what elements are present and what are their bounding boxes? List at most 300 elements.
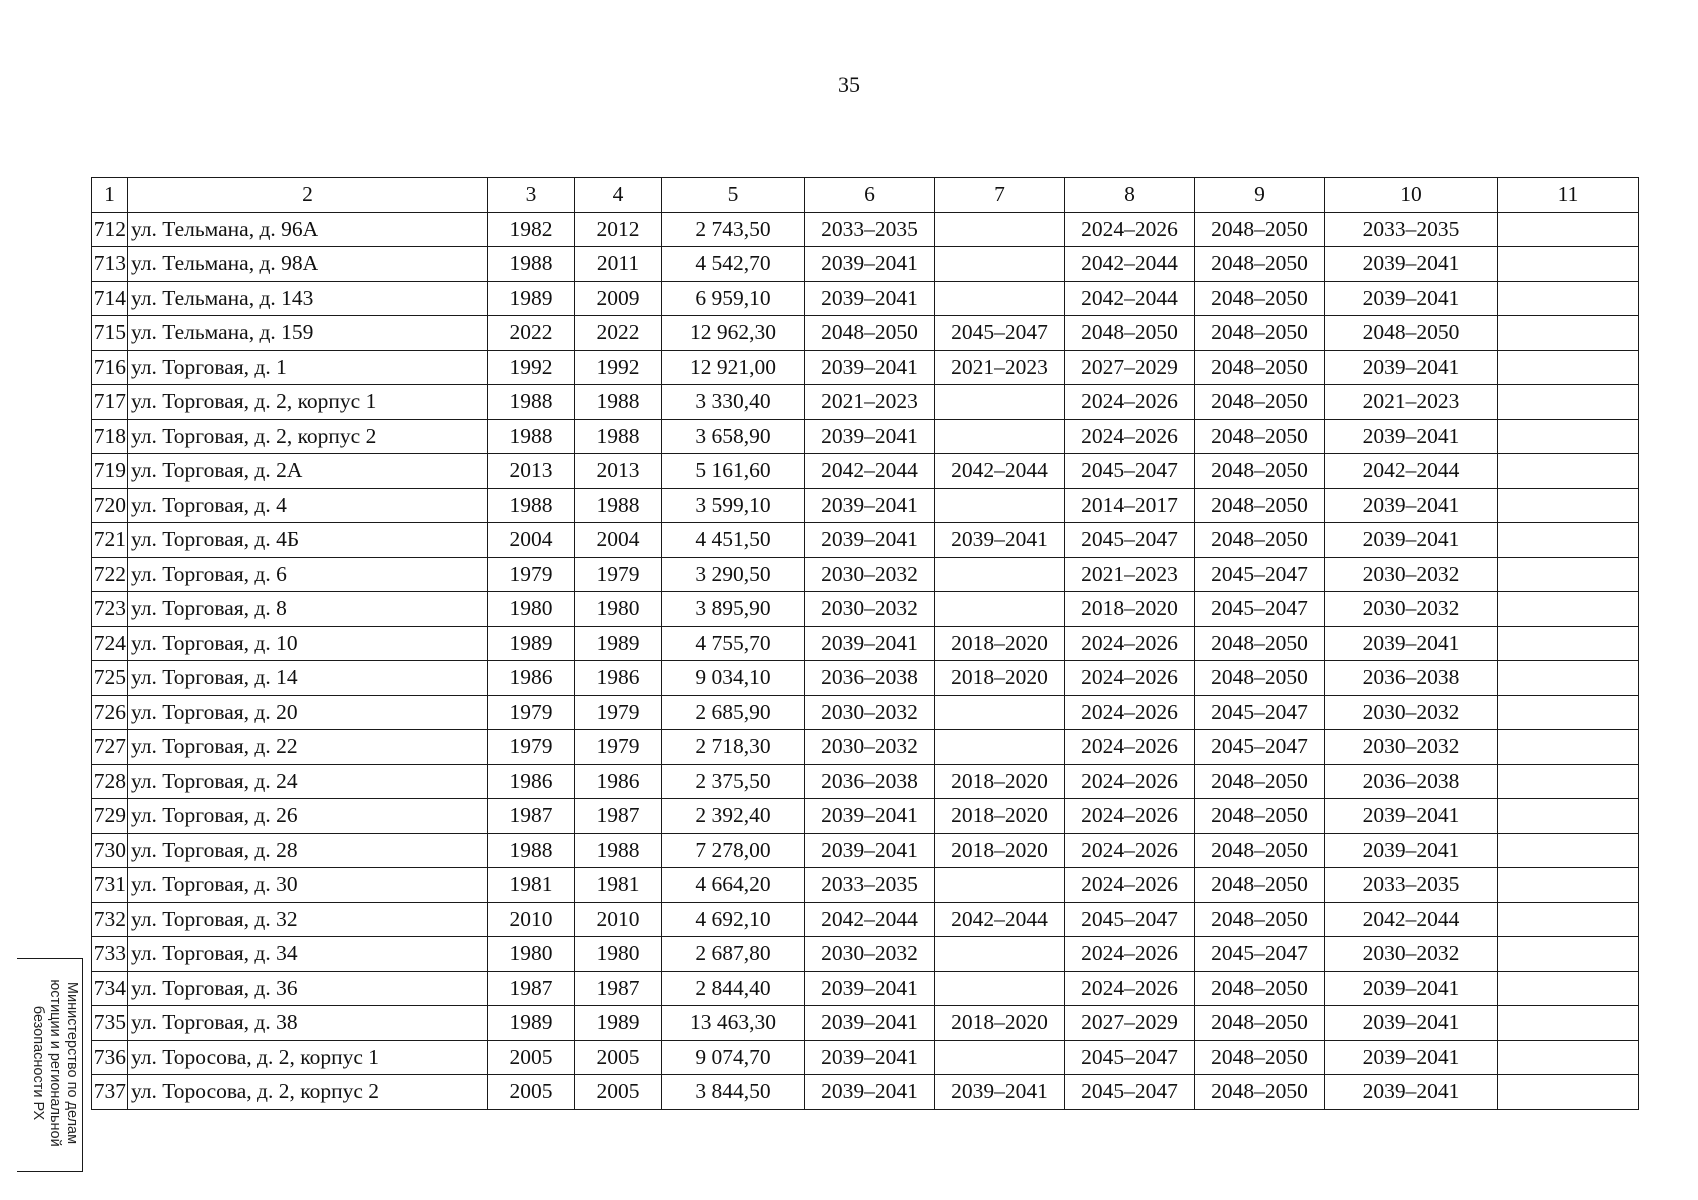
cell-year-commissioned: 1979 — [575, 730, 662, 765]
table-row — [92, 730, 1639, 765]
cell-period-col6: 2048–2050 — [805, 316, 935, 351]
cell-address: ул. Торговая, д. 2А — [128, 454, 488, 489]
cell-period-col10: 2039–2041 — [1325, 350, 1498, 385]
table-row — [92, 937, 1639, 972]
cell-address: ул. Торговая, д. 2, корпус 1 — [128, 385, 488, 420]
table-row — [92, 868, 1639, 903]
cell-address: ул. Торговая, д. 30 — [128, 868, 488, 903]
cell-area: 4 755,70 — [662, 626, 805, 661]
cell-period-col6: 2039–2041 — [805, 281, 935, 316]
cell-period-col7: 2018–2020 — [935, 833, 1065, 868]
table-row — [92, 1040, 1639, 1075]
cell-period-col6: 2039–2041 — [805, 799, 935, 834]
table-row — [92, 488, 1639, 523]
header-cell: 5 — [662, 178, 805, 213]
cell-year-built: 1982 — [488, 212, 575, 247]
cell-period-col7: 2018–2020 — [935, 626, 1065, 661]
cell-year-built: 1979 — [488, 557, 575, 592]
header-cell: 9 — [1195, 178, 1325, 213]
cell-period-col10: 2039–2041 — [1325, 523, 1498, 558]
cell-period-col10: 2030–2032 — [1325, 937, 1498, 972]
cell-address: ул. Тельмана, д. 98А — [128, 247, 488, 282]
cell-period-col8: 2045–2047 — [1065, 523, 1195, 558]
cell-row-number: 724 — [92, 626, 128, 661]
cell-period-col6: 2039–2041 — [805, 488, 935, 523]
cell-period-col7: 2018–2020 — [935, 1006, 1065, 1041]
cell-period-col6: 2039–2041 — [805, 247, 935, 282]
cell-area: 2 687,80 — [662, 937, 805, 972]
cell-period-col7 — [935, 385, 1065, 420]
cell-period-col8: 2042–2044 — [1065, 281, 1195, 316]
cell-year-built: 1989 — [488, 281, 575, 316]
cell-year-commissioned: 2010 — [575, 902, 662, 937]
header-cell: 4 — [575, 178, 662, 213]
cell-period-col8: 2048–2050 — [1065, 316, 1195, 351]
cell-year-commissioned: 2013 — [575, 454, 662, 489]
cell-period-col10: 2033–2035 — [1325, 868, 1498, 903]
cell-year-commissioned: 1988 — [575, 419, 662, 454]
cell-area: 7 278,00 — [662, 833, 805, 868]
cell-period-col8: 2024–2026 — [1065, 661, 1195, 696]
header-cell: 1 — [92, 178, 128, 213]
cell-period-col8: 2024–2026 — [1065, 868, 1195, 903]
cell-area: 2 743,50 — [662, 212, 805, 247]
cell-period-col6: 2039–2041 — [805, 626, 935, 661]
cell-period-col7 — [935, 937, 1065, 972]
cell-period-col8: 2045–2047 — [1065, 1040, 1195, 1075]
cell-row-number: 726 — [92, 695, 128, 730]
cell-period-col6: 2030–2032 — [805, 730, 935, 765]
cell-period-col6: 2042–2044 — [805, 454, 935, 489]
cell-year-built: 1988 — [488, 385, 575, 420]
cell-period-col6: 2030–2032 — [805, 695, 935, 730]
cell-period-col10: 2039–2041 — [1325, 1006, 1498, 1041]
cell-year-commissioned: 1989 — [575, 626, 662, 661]
cell-period-col6: 2021–2023 — [805, 385, 935, 420]
cell-period-col7 — [935, 419, 1065, 454]
cell-col11 — [1498, 1040, 1639, 1075]
cell-address: ул. Торговая, д. 14 — [128, 661, 488, 696]
cell-row-number: 723 — [92, 592, 128, 627]
cell-period-col9: 2048–2050 — [1195, 833, 1325, 868]
cell-period-col7: 2039–2041 — [935, 1075, 1065, 1110]
cell-period-col7 — [935, 592, 1065, 627]
table-row — [92, 247, 1639, 282]
cell-period-col10: 2030–2032 — [1325, 557, 1498, 592]
cell-col11 — [1498, 1075, 1639, 1110]
cell-period-col8: 2024–2026 — [1065, 764, 1195, 799]
header-cell: 6 — [805, 178, 935, 213]
cell-period-col10: 2042–2044 — [1325, 454, 1498, 489]
cell-address: ул. Торговая, д. 4 — [128, 488, 488, 523]
cell-year-commissioned: 1979 — [575, 557, 662, 592]
cell-period-col10: 2030–2032 — [1325, 592, 1498, 627]
cell-period-col6: 2039–2041 — [805, 1075, 935, 1110]
cell-row-number: 713 — [92, 247, 128, 282]
cell-period-col10: 2042–2044 — [1325, 902, 1498, 937]
cell-area: 2 375,50 — [662, 764, 805, 799]
cell-period-col10: 2039–2041 — [1325, 626, 1498, 661]
cell-period-col8: 2027–2029 — [1065, 350, 1195, 385]
page-number: 35 — [838, 72, 860, 97]
cell-col11 — [1498, 937, 1639, 972]
cell-address: ул. Торговая, д. 26 — [128, 799, 488, 834]
cell-year-built: 1987 — [488, 799, 575, 834]
header-cell: 11 — [1498, 178, 1639, 213]
cell-col11 — [1498, 971, 1639, 1006]
cell-row-number: 721 — [92, 523, 128, 558]
cell-period-col9: 2048–2050 — [1195, 1040, 1325, 1075]
cell-period-col7 — [935, 1040, 1065, 1075]
cell-col11 — [1498, 626, 1639, 661]
cell-period-col9: 2045–2047 — [1195, 695, 1325, 730]
cell-period-col6: 2039–2041 — [805, 419, 935, 454]
cell-period-col9: 2045–2047 — [1195, 592, 1325, 627]
cell-area: 6 959,10 — [662, 281, 805, 316]
cell-col11 — [1498, 592, 1639, 627]
cell-row-number: 731 — [92, 868, 128, 903]
cell-address: ул. Торосова, д. 2, корпус 2 — [128, 1075, 488, 1110]
cell-address: ул. Тельмана, д. 159 — [128, 316, 488, 351]
cell-period-col7 — [935, 247, 1065, 282]
cell-year-built: 1989 — [488, 626, 575, 661]
cell-period-col9: 2048–2050 — [1195, 868, 1325, 903]
cell-period-col9: 2045–2047 — [1195, 557, 1325, 592]
cell-col11 — [1498, 454, 1639, 489]
cell-col11 — [1498, 1006, 1639, 1041]
cell-row-number: 725 — [92, 661, 128, 696]
table-row — [92, 971, 1639, 1006]
cell-period-col6: 2033–2035 — [805, 212, 935, 247]
cell-col11 — [1498, 695, 1639, 730]
cell-year-commissioned: 1988 — [575, 385, 662, 420]
table-row — [92, 350, 1639, 385]
table-row — [92, 833, 1639, 868]
cell-period-col8: 2024–2026 — [1065, 695, 1195, 730]
cell-period-col9: 2048–2050 — [1195, 1075, 1325, 1110]
cell-period-col9: 2048–2050 — [1195, 281, 1325, 316]
cell-period-col6: 2039–2041 — [805, 350, 935, 385]
cell-area: 3 330,40 — [662, 385, 805, 420]
cell-address: ул. Торосова, д. 2, корпус 1 — [128, 1040, 488, 1075]
cell-period-col10: 2039–2041 — [1325, 419, 1498, 454]
cell-address: ул. Торговая, д. 6 — [128, 557, 488, 592]
cell-col11 — [1498, 350, 1639, 385]
cell-address: ул. Торговая, д. 1 — [128, 350, 488, 385]
cell-year-commissioned: 2005 — [575, 1040, 662, 1075]
table-row — [92, 1006, 1639, 1041]
cell-row-number: 732 — [92, 902, 128, 937]
cell-row-number: 718 — [92, 419, 128, 454]
table-row — [92, 799, 1639, 834]
cell-period-col8: 2018–2020 — [1065, 592, 1195, 627]
cell-area: 9 074,70 — [662, 1040, 805, 1075]
cell-period-col7 — [935, 868, 1065, 903]
cell-period-col10: 2039–2041 — [1325, 971, 1498, 1006]
cell-period-col9: 2048–2050 — [1195, 488, 1325, 523]
cell-period-col7 — [935, 488, 1065, 523]
cell-address: ул. Торговая, д. 36 — [128, 971, 488, 1006]
cell-year-built: 2004 — [488, 523, 575, 558]
cell-row-number: 722 — [92, 557, 128, 592]
cell-period-col7: 2042–2044 — [935, 902, 1065, 937]
cell-period-col8: 2024–2026 — [1065, 626, 1195, 661]
cell-year-built: 1980 — [488, 592, 575, 627]
cell-period-col6: 2042–2044 — [805, 902, 935, 937]
cell-row-number: 737 — [92, 1075, 128, 1110]
stamp-text — [20, 959, 80, 1167]
cell-year-commissioned: 1992 — [575, 350, 662, 385]
table-row — [92, 316, 1639, 351]
cell-period-col10: 2036–2038 — [1325, 661, 1498, 696]
header-cell: 8 — [1065, 178, 1195, 213]
cell-period-col7: 2018–2020 — [935, 661, 1065, 696]
cell-year-commissioned: 2011 — [575, 247, 662, 282]
cell-row-number: 734 — [92, 971, 128, 1006]
cell-area: 4 542,70 — [662, 247, 805, 282]
cell-period-col10: 2048–2050 — [1325, 316, 1498, 351]
table-row — [92, 1075, 1639, 1110]
cell-period-col10: 2021–2023 — [1325, 385, 1498, 420]
cell-row-number: 730 — [92, 833, 128, 868]
cell-area: 9 034,10 — [662, 661, 805, 696]
cell-period-col8: 2024–2026 — [1065, 730, 1195, 765]
cell-period-col6: 2030–2032 — [805, 937, 935, 972]
cell-period-col9: 2045–2047 — [1195, 937, 1325, 972]
cell-col11 — [1498, 730, 1639, 765]
cell-area: 2 685,90 — [662, 695, 805, 730]
cell-address: ул. Тельмана, д. 143 — [128, 281, 488, 316]
cell-year-built: 1988 — [488, 488, 575, 523]
cell-address: ул. Торговая, д. 20 — [128, 695, 488, 730]
cell-period-col7 — [935, 730, 1065, 765]
cell-period-col7: 2039–2041 — [935, 523, 1065, 558]
cell-period-col8: 2024–2026 — [1065, 971, 1195, 1006]
cell-year-built: 1987 — [488, 971, 575, 1006]
cell-address: ул. Торговая, д. 4Б — [128, 523, 488, 558]
cell-period-col7: 2045–2047 — [935, 316, 1065, 351]
cell-address: ул. Торговая, д. 38 — [128, 1006, 488, 1041]
cell-year-commissioned: 1987 — [575, 971, 662, 1006]
cell-area: 12 921,00 — [662, 350, 805, 385]
cell-period-col9: 2048–2050 — [1195, 661, 1325, 696]
table-row — [92, 212, 1639, 247]
cell-col11 — [1498, 661, 1639, 696]
table-row — [92, 281, 1639, 316]
cell-period-col7 — [935, 557, 1065, 592]
cell-address: ул. Торговая, д. 28 — [128, 833, 488, 868]
cell-period-col6: 2036–2038 — [805, 764, 935, 799]
cell-col11 — [1498, 419, 1639, 454]
cell-col11 — [1498, 557, 1639, 592]
cell-row-number: 727 — [92, 730, 128, 765]
cell-row-number: 712 — [92, 212, 128, 247]
cell-period-col10: 2039–2041 — [1325, 799, 1498, 834]
cell-address: ул. Торговая, д. 24 — [128, 764, 488, 799]
cell-row-number: 736 — [92, 1040, 128, 1075]
cell-col11 — [1498, 868, 1639, 903]
cell-col11 — [1498, 488, 1639, 523]
cell-period-col6: 2039–2041 — [805, 971, 935, 1006]
cell-period-col8: 2014–2017 — [1065, 488, 1195, 523]
cell-period-col9: 2048–2050 — [1195, 316, 1325, 351]
cell-year-commissioned: 1986 — [575, 764, 662, 799]
cell-year-built: 1979 — [488, 730, 575, 765]
cell-year-built: 1979 — [488, 695, 575, 730]
cell-period-col8: 2045–2047 — [1065, 1075, 1195, 1110]
cell-row-number: 716 — [92, 350, 128, 385]
cell-row-number: 733 — [92, 937, 128, 972]
cell-year-commissioned: 1988 — [575, 488, 662, 523]
cell-area: 4 451,50 — [662, 523, 805, 558]
cell-period-col7 — [935, 212, 1065, 247]
cell-period-col6: 2039–2041 — [805, 1006, 935, 1041]
table-row — [92, 419, 1639, 454]
cell-col11 — [1498, 833, 1639, 868]
cell-period-col9: 2048–2050 — [1195, 419, 1325, 454]
cell-period-col8: 2024–2026 — [1065, 212, 1195, 247]
header-cell: 7 — [935, 178, 1065, 213]
registration-stamp — [17, 958, 83, 1172]
cell-period-col6: 2030–2032 — [805, 592, 935, 627]
table-row — [92, 626, 1639, 661]
cell-row-number: 720 — [92, 488, 128, 523]
cell-year-commissioned: 1987 — [575, 799, 662, 834]
cell-period-col8: 2042–2044 — [1065, 247, 1195, 282]
cell-period-col10: 2039–2041 — [1325, 833, 1498, 868]
table-row — [92, 592, 1639, 627]
cell-year-built: 1980 — [488, 937, 575, 972]
cell-row-number: 729 — [92, 799, 128, 834]
cell-year-commissioned: 2004 — [575, 523, 662, 558]
cell-area: 3 599,10 — [662, 488, 805, 523]
header-cell: 3 — [488, 178, 575, 213]
header-cell: 10 — [1325, 178, 1498, 213]
cell-period-col7: 2018–2020 — [935, 764, 1065, 799]
cell-year-built: 1989 — [488, 1006, 575, 1041]
cell-area: 2 718,30 — [662, 730, 805, 765]
cell-period-col8: 2024–2026 — [1065, 833, 1195, 868]
cell-address: ул. Тельмана, д. 96А — [128, 212, 488, 247]
cell-period-col10: 2039–2041 — [1325, 281, 1498, 316]
cell-period-col7 — [935, 971, 1065, 1006]
cell-area: 2 392,40 — [662, 799, 805, 834]
table-row — [92, 454, 1639, 489]
cell-period-col10: 2030–2032 — [1325, 695, 1498, 730]
cell-area: 2 844,40 — [662, 971, 805, 1006]
cell-year-built: 1981 — [488, 868, 575, 903]
cell-period-col6: 2033–2035 — [805, 868, 935, 903]
header-cell: 2 — [128, 178, 488, 213]
table-row — [92, 764, 1639, 799]
cell-year-built: 1992 — [488, 350, 575, 385]
cell-year-commissioned: 1989 — [575, 1006, 662, 1041]
cell-area: 12 962,30 — [662, 316, 805, 351]
cell-period-col10: 2039–2041 — [1325, 1075, 1498, 1110]
cell-address: ул. Торговая, д. 2, корпус 2 — [128, 419, 488, 454]
cell-year-built: 2013 — [488, 454, 575, 489]
cell-row-number: 715 — [92, 316, 128, 351]
cell-year-commissioned: 2009 — [575, 281, 662, 316]
cell-year-built: 1988 — [488, 419, 575, 454]
cell-period-col10: 2036–2038 — [1325, 764, 1498, 799]
cell-period-col7: 2018–2020 — [935, 799, 1065, 834]
cell-row-number: 728 — [92, 764, 128, 799]
cell-period-col9: 2048–2050 — [1195, 247, 1325, 282]
cell-area: 3 658,90 — [662, 419, 805, 454]
cell-year-built: 1988 — [488, 247, 575, 282]
cell-year-commissioned: 1980 — [575, 937, 662, 972]
cell-period-col7 — [935, 281, 1065, 316]
cell-year-commissioned: 1988 — [575, 833, 662, 868]
cell-period-col9: 2048–2050 — [1195, 212, 1325, 247]
cell-period-col8: 2024–2026 — [1065, 937, 1195, 972]
cell-period-col9: 2048–2050 — [1195, 454, 1325, 489]
cell-address: ул. Торговая, д. 8 — [128, 592, 488, 627]
cell-area: 13 463,30 — [662, 1006, 805, 1041]
cell-row-number: 717 — [92, 385, 128, 420]
cell-address: ул. Торговая, д. 22 — [128, 730, 488, 765]
cell-period-col7: 2021–2023 — [935, 350, 1065, 385]
cell-period-col8: 2045–2047 — [1065, 454, 1195, 489]
cell-area: 3 895,90 — [662, 592, 805, 627]
cell-period-col8: 2024–2026 — [1065, 385, 1195, 420]
cell-col11 — [1498, 523, 1639, 558]
cell-period-col10: 2033–2035 — [1325, 212, 1498, 247]
cell-col11 — [1498, 799, 1639, 834]
cell-period-col7 — [935, 695, 1065, 730]
cell-period-col9: 2048–2050 — [1195, 902, 1325, 937]
cell-row-number: 719 — [92, 454, 128, 489]
cell-period-col8: 2021–2023 — [1065, 557, 1195, 592]
cell-area: 3 290,50 — [662, 557, 805, 592]
cell-area: 4 692,10 — [662, 902, 805, 937]
cell-period-col6: 2039–2041 — [805, 523, 935, 558]
cell-period-col9: 2048–2050 — [1195, 385, 1325, 420]
cell-year-commissioned: 2005 — [575, 1075, 662, 1110]
cell-year-built: 1986 — [488, 764, 575, 799]
cell-period-col8: 2045–2047 — [1065, 902, 1195, 937]
cell-row-number: 735 — [92, 1006, 128, 1041]
cell-period-col10: 2039–2041 — [1325, 247, 1498, 282]
cell-year-commissioned: 1979 — [575, 695, 662, 730]
cell-area: 5 161,60 — [662, 454, 805, 489]
table-header-row — [92, 178, 1639, 213]
cell-address: ул. Торговая, д. 10 — [128, 626, 488, 661]
cell-period-col10: 2039–2041 — [1325, 1040, 1498, 1075]
cell-year-built: 2005 — [488, 1075, 575, 1110]
cell-year-built: 2005 — [488, 1040, 575, 1075]
cell-period-col8: 2027–2029 — [1065, 1006, 1195, 1041]
table-row — [92, 695, 1639, 730]
cell-period-col8: 2024–2026 — [1065, 419, 1195, 454]
table-row — [92, 385, 1639, 420]
cell-col11 — [1498, 316, 1639, 351]
cell-address: ул. Торговая, д. 32 — [128, 902, 488, 937]
cell-year-built: 2022 — [488, 316, 575, 351]
cell-year-commissioned: 2012 — [575, 212, 662, 247]
cell-year-commissioned: 1981 — [575, 868, 662, 903]
cell-period-col9: 2048–2050 — [1195, 764, 1325, 799]
cell-address: ул. Торговая, д. 34 — [128, 937, 488, 972]
cell-year-built: 1988 — [488, 833, 575, 868]
cell-period-col9: 2048–2050 — [1195, 626, 1325, 661]
cell-year-commissioned: 1980 — [575, 592, 662, 627]
cell-period-col6: 2036–2038 — [805, 661, 935, 696]
cell-col11 — [1498, 385, 1639, 420]
cell-area: 3 844,50 — [662, 1075, 805, 1110]
cell-year-commissioned: 1986 — [575, 661, 662, 696]
